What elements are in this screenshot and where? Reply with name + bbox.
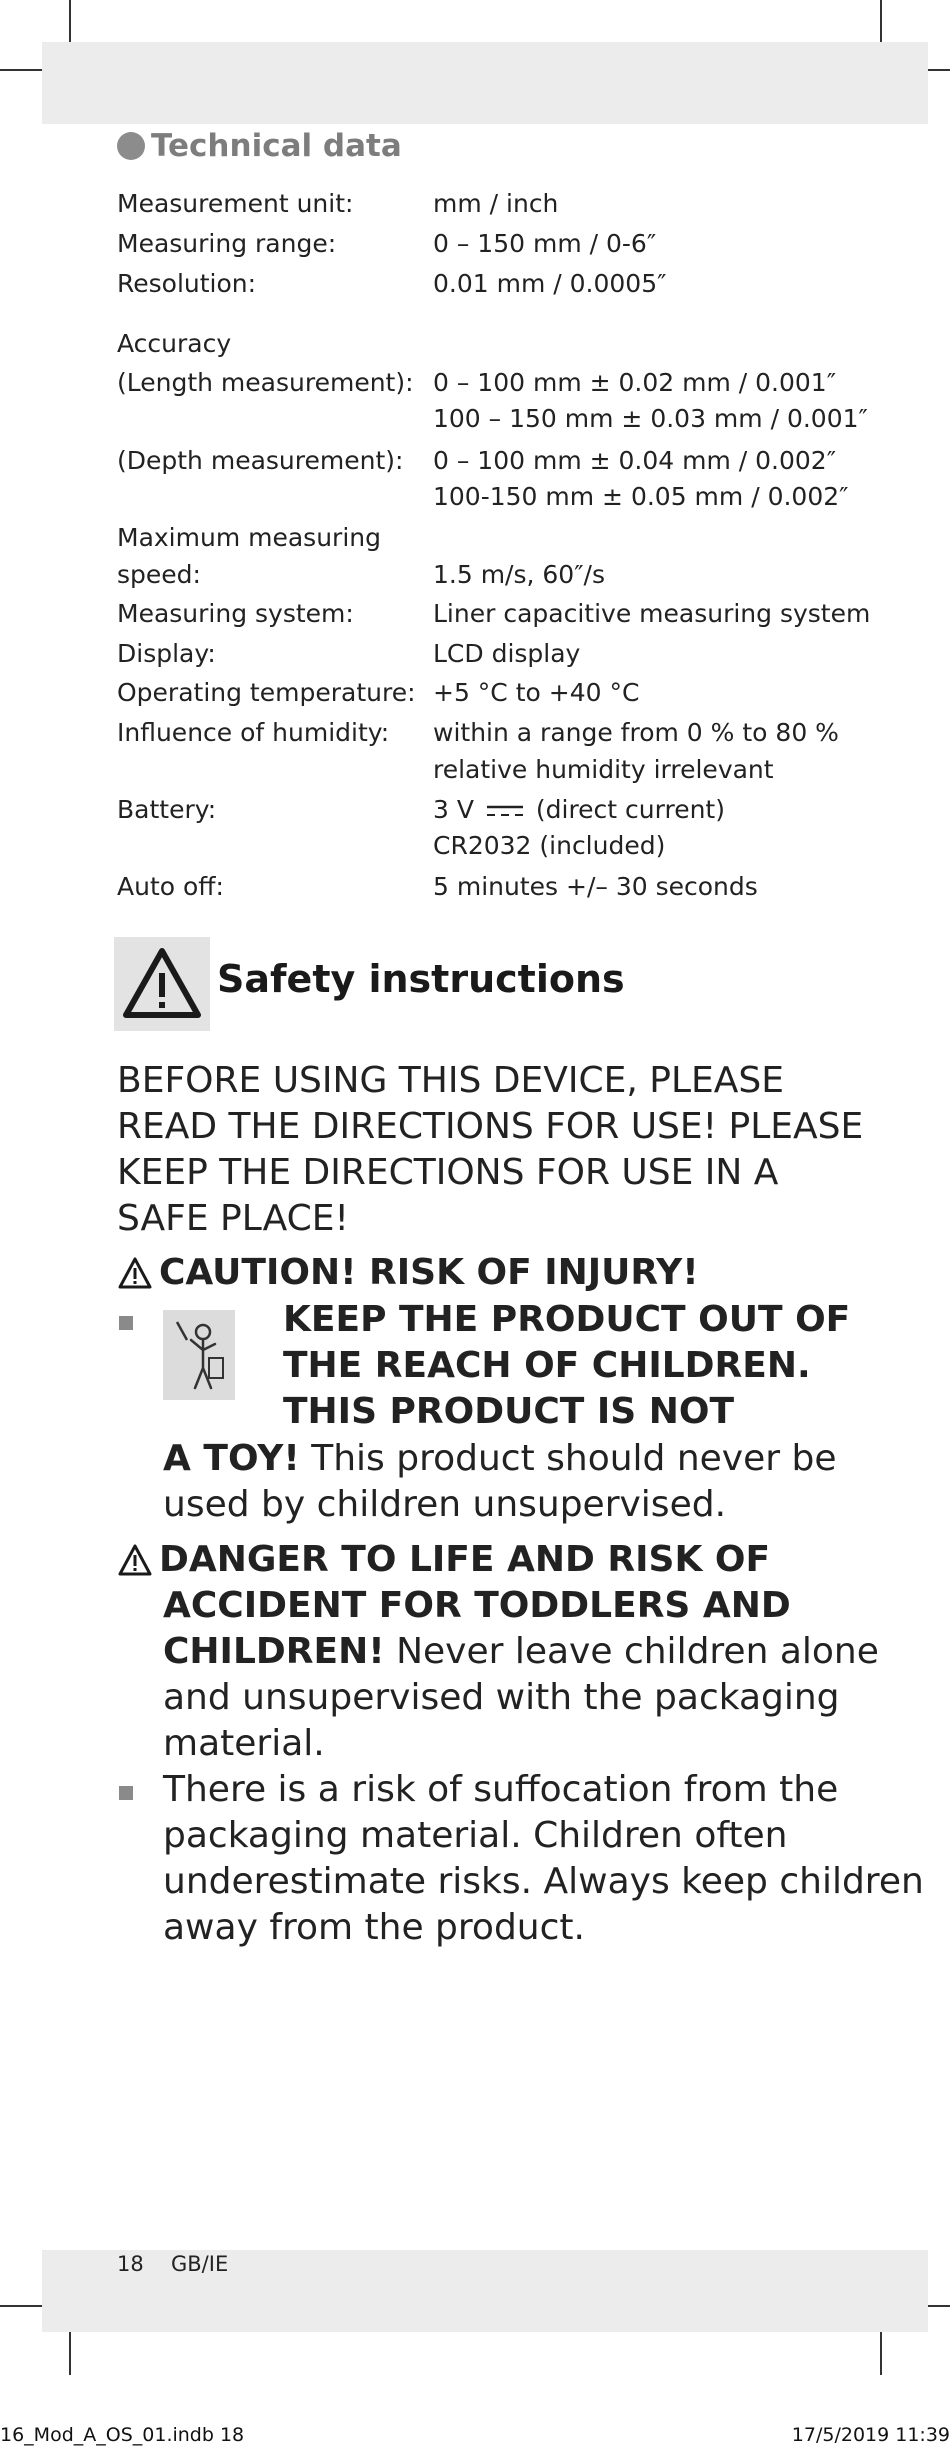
bullet-dot-icon [117, 132, 145, 160]
spec-value: 1.5 m/s, 60″/s [433, 560, 605, 589]
spec-label: Accuracy [117, 329, 232, 358]
bullet-square-icon [119, 1786, 133, 1800]
caution-triangle-icon [117, 1256, 153, 1290]
intro-line: BEFORE USING THIS DEVICE, PLEASE [117, 1060, 784, 1101]
direct-current-icon [486, 804, 524, 818]
battery-current-type: (direct current) [535, 795, 725, 824]
spec-value: within a range from 0 % to 80 % [433, 718, 839, 747]
spec-value: 0 – 150 mm / 0-6″ [433, 229, 657, 258]
danger-line: and unsupervised with the packaging [163, 1677, 840, 1718]
spec-label: Auto off: [117, 872, 224, 901]
slug-date: 17/5/2019 11:39 [791, 2424, 950, 2446]
spec-value-line2: 100-150 mm ± 0.05 mm / 0.002″ [433, 482, 849, 511]
spec-label: Display: [117, 639, 216, 668]
intro-line: KEEP THE DIRECTIONS FOR USE IN A [117, 1152, 779, 1193]
toy-line-2: used by children unsupervised. [163, 1484, 727, 1525]
keep-away-line: THIS PRODUCT IS NOT [283, 1391, 735, 1432]
page-number: 18 [117, 2252, 144, 2276]
danger-triangle-icon [117, 1543, 153, 1577]
spec-label: Influence of humidity: [117, 718, 390, 747]
spec-value [433, 791, 725, 829]
toy-bold: A TOY! [163, 1438, 300, 1479]
crop-mark [0, 2305, 45, 2307]
child-warning-icon-box [163, 1310, 235, 1400]
spec-value-line2: relative humidity irrelevant [433, 755, 774, 784]
header-band [42, 42, 928, 124]
spec-value: +5 °C to +40 °C [433, 678, 640, 707]
spec-label: Resolution: [117, 269, 257, 298]
spec-label: Measuring range: [117, 229, 337, 258]
danger-line: material. [163, 1723, 325, 1764]
spec-label: (Depth measurement): [117, 446, 404, 475]
warning-triangle-icon [114, 937, 210, 1031]
spec-value: 0 – 100 mm ± 0.02 mm / 0.001″ [433, 368, 837, 397]
battery-voltage: 3 V [433, 795, 474, 824]
spec-value: 5 minutes +/– 30 seconds [433, 872, 758, 901]
suffocation-line: away from the product. [163, 1907, 585, 1948]
spec-label: Measuring system: [117, 599, 354, 628]
spec-value-line2: 100 – 150 mm ± 0.03 mm / 0.001″ [433, 404, 868, 433]
slug-filename: 16_Mod_A_OS_01.indb 18 [0, 2424, 245, 2446]
danger-rest: Never leave children alone [384, 1631, 879, 1672]
spec-value: Liner capacitive measuring system [433, 599, 871, 628]
crop-mark [0, 69, 45, 71]
caution-heading: CAUTION! RISK OF INJURY! [159, 1252, 699, 1293]
child-reach-icon [163, 1310, 235, 1400]
suffocation-line: underestimate risks. Always keep children [163, 1861, 924, 1902]
toy-line [163, 1436, 837, 1482]
section-heading [117, 128, 402, 164]
crop-mark [69, 0, 71, 45]
spec-value-line2: CR2032 (included) [433, 831, 666, 860]
danger-line: DANGER TO LIFE AND RISK OF [159, 1539, 771, 1580]
bullet-square-icon [119, 1316, 133, 1330]
keep-away-line: KEEP THE PRODUCT OUT OF [283, 1299, 851, 1340]
spec-label: Operating temperature: [117, 678, 416, 707]
spec-label-line2: speed: [117, 560, 201, 589]
intro-line: SAFE PLACE! [117, 1198, 349, 1239]
toy-rest: This product should never be [299, 1438, 837, 1479]
spec-label: Maximum measuring [117, 523, 381, 552]
danger-line [163, 1629, 879, 1675]
suffocation-line: There is a risk of suffocation from the [163, 1769, 839, 1810]
safety-title: Safety instructions [217, 957, 625, 1001]
crop-mark [880, 0, 882, 45]
spec-value: 0 – 100 mm ± 0.04 mm / 0.002″ [433, 446, 837, 475]
region-label: GB/IE [171, 2252, 229, 2276]
spec-value: LCD display [433, 639, 581, 668]
warning-icon-box [114, 937, 210, 1031]
spec-value: mm / inch [433, 189, 559, 218]
spec-value: 0.01 mm / 0.0005″ [433, 269, 667, 298]
danger-bold: CHILDREN! [163, 1631, 385, 1672]
spec-label: Battery: [117, 795, 217, 824]
spec-label: Measurement unit: [117, 189, 354, 218]
suffocation-line: packaging material. Children often [163, 1815, 788, 1856]
spec-label: (Length measurement): [117, 368, 414, 397]
danger-line: ACCIDENT FOR TODDLERS AND [163, 1585, 791, 1626]
crop-mark [69, 2330, 71, 2375]
crop-mark [880, 2330, 882, 2375]
intro-line: READ THE DIRECTIONS FOR USE! PLEASE [117, 1106, 864, 1147]
section-title: Technical data [151, 128, 402, 164]
keep-away-line: THE REACH OF CHILDREN. [283, 1345, 811, 1386]
